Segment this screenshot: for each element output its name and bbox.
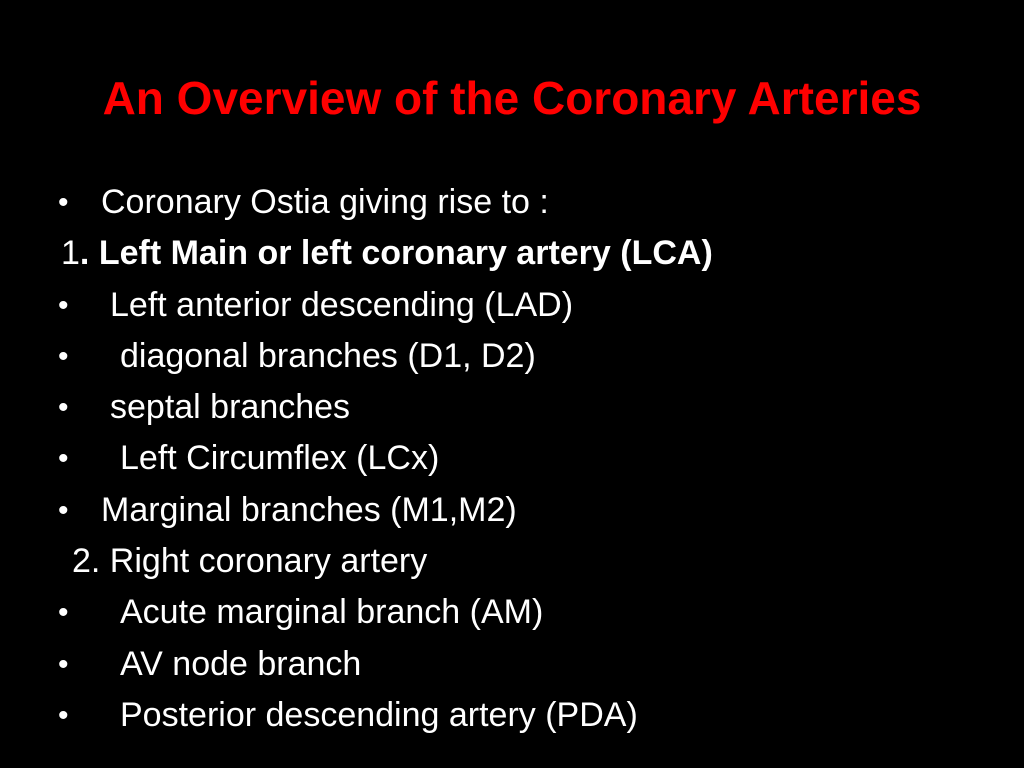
list-item <box>58 639 998 690</box>
list-item-text: Left anterior descending (LAD) <box>110 285 574 324</box>
list-item-text: Acute marginal branch (AM) <box>120 593 544 632</box>
list-item-text: diagonal branches (D1, D2) <box>120 336 536 375</box>
list-item <box>58 331 998 382</box>
bullet-icon: • <box>58 647 69 681</box>
list-item-text: Left Circumflex (LCx) <box>120 439 440 478</box>
slide-content <box>58 177 998 741</box>
item-number: 1 <box>61 234 80 273</box>
list-item <box>58 587 998 638</box>
list-item <box>58 433 998 484</box>
list-item-numbered <box>58 536 998 587</box>
list-item <box>58 280 998 331</box>
bullet-icon: • <box>58 391 69 425</box>
list-item-text: Coronary Ostia giving rise to : <box>101 183 549 221</box>
list-item <box>58 485 998 536</box>
list-item-text <box>61 228 713 279</box>
slide-title: An Overview of the Coronary Arteries <box>102 72 922 124</box>
bullet-icon: • <box>58 442 69 476</box>
bullet-icon: • <box>58 596 69 630</box>
list-item <box>58 690 998 741</box>
item-heading: . Left Main or left coronary artery (LCA) <box>79 234 713 273</box>
list-item-text: AV node branch <box>120 644 362 683</box>
bullet-icon: • <box>58 288 69 322</box>
list-item <box>58 177 998 228</box>
list-item-text: 2. Right coronary artery <box>72 542 428 581</box>
bullet-icon: • <box>58 186 69 219</box>
bullet-icon: • <box>58 339 69 373</box>
bullet-icon: • <box>58 698 69 732</box>
list-item-numbered <box>58 228 998 279</box>
list-item-text: Marginal branches (M1,M2) <box>101 490 517 529</box>
bullet-icon: • <box>58 493 69 527</box>
list-item-text: septal branches <box>110 388 351 427</box>
list-item <box>58 382 998 433</box>
list-item-text: Posterior descending artery (PDA) <box>120 695 638 734</box>
